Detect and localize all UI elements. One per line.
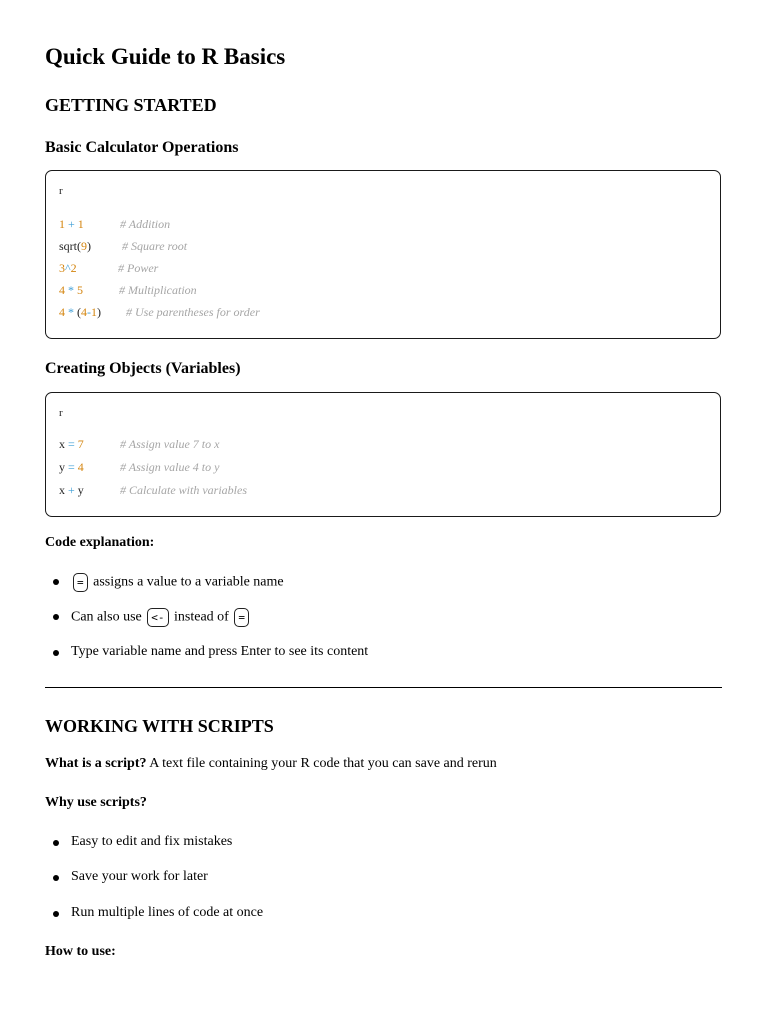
bullet-icon: [53, 579, 59, 585]
code-block-calculator: [45, 170, 721, 339]
code-line: 1 + 1 # Addition: [59, 217, 171, 231]
code-comment: # Assign value 4 to y: [120, 460, 220, 474]
subheading-calculator: Basic Calculator Operations: [45, 139, 239, 156]
code-line: y = 4 # Assign value 4 to y: [59, 460, 220, 474]
code-comment: # Use parentheses for order: [126, 305, 260, 319]
code-line: 4 * 5 # Multiplication: [59, 283, 197, 297]
script-definition: What is a script? A text file containing your R code that you can save and rerun: [45, 756, 497, 771]
section-heading-getting-started: GETTING STARTED: [45, 95, 217, 115]
why-scripts-heading: Why use scripts?: [45, 795, 147, 810]
code-line: 4 * (4-1) # Use parentheses for order: [59, 305, 260, 319]
bullet-icon: [53, 911, 59, 917]
how-to-use-heading: How to use:: [45, 944, 116, 959]
code-comment: # Assign value 7 to x: [120, 437, 220, 451]
page-title: Quick Guide to R Basics: [45, 44, 286, 69]
code-comment: # Multiplication: [119, 283, 197, 297]
section-heading-scripts: WORKING WITH SCRIPTS: [45, 716, 274, 736]
code-language-label: r: [59, 407, 63, 419]
code-line: sqrt(9) # Square root: [59, 239, 188, 253]
document-page: Quick Guide to R Basics GETTING STARTED Basic Calculator Operations r 1 + 1 # Addition sqrt(9) # Square root 3^2 # Power 4 * 5 # Multiplication 4 * (4-1) # Use parentheses for order Creating Objects (Variables) r x = 7 # Assign value 7 to x y = 4 # Assign value 4 to y x + y # Calculate with variables Code explanation: = assigns a value to a variable name Can also use <- instead of = Type variable name and press Enter to see its content WORKING WITH SCRIPTS What is a script? A text file containing your R code that you can save and rerun Why use scripts? Easy to edit and fix mistakes Save your work for later Run multiple lines of code at once How to use:: [0, 0, 768, 1024]
code-comment: # Addition: [120, 217, 171, 231]
horizontal-divider: [45, 687, 722, 688]
code-language-label: r: [59, 185, 63, 197]
code-explanation-heading: Code explanation:: [45, 535, 155, 550]
code-comment: # Power: [118, 261, 159, 275]
code-line: 3^2 # Power: [59, 261, 159, 275]
code-line: x + y # Calculate with variables: [59, 483, 247, 497]
bullet-icon: [53, 614, 59, 620]
bullet-icon: [53, 840, 59, 846]
bullet-icon: [53, 875, 59, 881]
bullet-icon: [53, 650, 59, 656]
code-block-objects: [45, 392, 721, 517]
code-comment: # Square root: [122, 239, 188, 253]
code-token: <-: [147, 608, 168, 627]
code-line: x = 7 # Assign value 7 to x: [59, 437, 220, 451]
subheading-objects: Creating Objects (Variables): [45, 360, 241, 377]
code-token: =: [234, 608, 249, 627]
code-token: =: [73, 573, 88, 592]
code-comment: # Calculate with variables: [120, 483, 247, 497]
